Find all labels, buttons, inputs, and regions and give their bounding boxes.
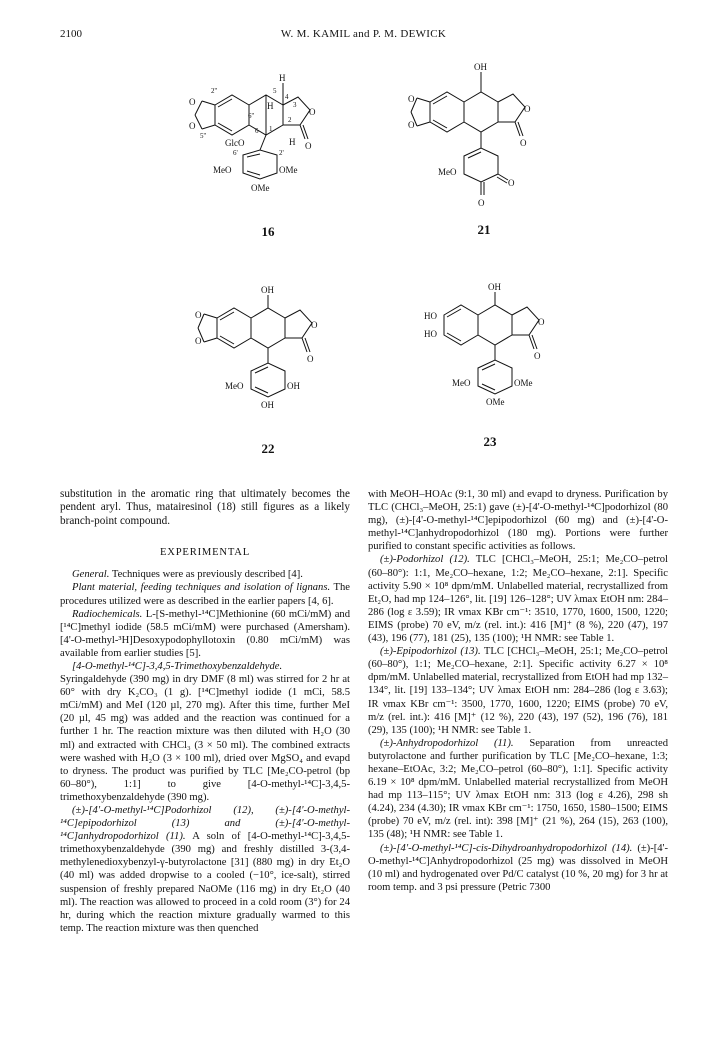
n4-label: 4 (285, 93, 289, 101)
radio-paragraph (60, 608, 350, 660)
meo-label: MeO (452, 378, 471, 388)
n3-label: 3 (293, 101, 297, 109)
o1-label: O (189, 97, 196, 107)
o4-label: O (534, 351, 541, 361)
radio-lead: Radiochemicals. (72, 608, 143, 620)
trimethoxy-lead: [4-O-methyl-¹⁴C]-3,4,5-Trimethoxybenzaldehyde. (72, 660, 283, 672)
plant-paragraph (60, 581, 350, 607)
dihydro-text: (±)-[4'-O-methyl-¹⁴C]Anhydropodorhizol (25 mg) was dissolved in MeOH (10 ml) and hydrogenated over Pd/C catalyst (10 %, 20 mg) for 3 hr at room temp. and 3 psi pressure (Petric 7300 (368, 842, 668, 893)
h-low-label: H (289, 137, 296, 147)
o-right-label: O (508, 178, 515, 188)
ome-bottom-label: OMe (486, 397, 505, 407)
c6pp-label: 6'' (248, 112, 255, 120)
o3-label: O (311, 320, 318, 330)
ome-right-label: OMe (514, 378, 533, 388)
right-column (368, 488, 668, 894)
o3-label: O (524, 104, 531, 114)
n2p-label: 2' (279, 149, 284, 157)
podorhizol-lead: (±)-[4'-O-methyl-¹⁴C]Podorhizol (12), (±)-[4'-O-methyl-¹⁴C]epipodorhizol (13) and (±)-[4'-O-methyl-¹⁴C]anhydropodorhizol (11). (60, 805, 350, 843)
o4-label: O (305, 141, 312, 151)
dihydro-lead: (±)-[4'-O-methyl-¹⁴C]-cis-Dihydroanhydropodorhizol (14). (380, 842, 633, 854)
page-header (0, 28, 727, 46)
podorhizol-text: A soln of [4-O-methyl-¹⁴C]-3,4,5-trimethoxybenzaldehyde (390 mg) and freshly distilled 3-(3,4-methylenedioxybenzyl-γ-butyrolactone [31] (880 mg) in dry Et₂O (40 ml) was added dropwise to a cooled (−10°, ice-salt), stirred suspension of freshly prepared NaOMe (116 mg) in dry Et₂O (40 ml). The reaction was allowed to proceed in a cold room (3°) for 24 hr, during which the reaction mixture gradually warmed to this temp. The reaction mixture was then quenched (60, 831, 350, 934)
oh-top-label: OH (261, 285, 274, 295)
epipodorhizol-lead: (±)-Epipodorhizol (13). (380, 646, 481, 658)
epipodorhizol-paragraph (368, 645, 668, 737)
epipodorhizol-text: TLC [CHCl₃–MeOH, 25:1; Me₂CO–petrol (60–80°), 1:1; Me₂CO–hexane, 2:1]. Specific activity 6.27 × 10⁸ dpm/mM. Unlabelled material, recrystallized from EtOH had mp 132–134°, lit. [19] 133–134°; UV λmax EtOH nm: 284–286 (log ε 3.63); IR νmax KBr cm⁻¹: 3500, 1770, 1600, 1220; EIMS (probe) 70 eV, m/z (rel. int.): 416 [M]⁺ (12 %), 220 (43), 197 (52), 196 (76), 181 (29), 135 (100); ¹H NMR: see Table 1. (368, 646, 669, 736)
meo-label: MeO (213, 165, 232, 175)
intro-paragraph: substitution in the aromatic ring that ultimately becomes the pendent aryl. Thus, matairesinol (18) still figures as a likely branch-point compound. (60, 488, 350, 527)
compound-number-23: 23 (483, 434, 497, 449)
o2-label: O (195, 336, 202, 346)
compound-number-16: 16 (261, 224, 275, 239)
general-lead: General. (72, 569, 110, 581)
compound-number-22: 22 (261, 441, 275, 456)
meo-label: MeO (438, 167, 457, 177)
ome-right-label: OMe (279, 165, 298, 175)
ho2-label: HO (424, 329, 437, 339)
page-number: 2100 (60, 28, 82, 40)
running-head-authors: W. M. KAMIL and P. M. DEWICK (280, 28, 447, 40)
podorhizol-data-lead: (±)-Podorhizol (12). (380, 554, 470, 566)
trimethoxy-text: Syringaldehyde (390 mg) in dry DMF (8 ml) was stirred for 2 hr at 60° with dry K₂CO₃ (1 g). [¹⁴C]methyl iodide (1 mCi, 58.5 mCi/mM) and MeI (120 µl, 270 mg). After this time, further MeI (20 µl, 45 mg) was added and the reaction was continued for a further 1 hr. The reaction mixture was then diluted with H₂O (30 ml) and extracted with CHCl₃ (3 × 50 ml). The combined extracts were washed with H₂O (3 × 100 ml), dried over MgSO₄ and evapd to dryness. The product was purified by TLC [Me₂CO-petrol (bp 60–80°), 1:1] to give [4-O-methyl-¹⁴C]-3,4,5-trimethoxybenzaldehyde (390 mg). (60, 674, 350, 803)
plant-lead: Plant material, feeding techniques and isolation of lignans. (72, 582, 331, 594)
podorhizol-data-text: TLC [CHCl₃–MeOH, 25:1; Me₂CO–petrol (60–80°): 1:1, Me₂CO–hexane, 1:2; Me₂CO–hexane, 2:1]. Specific activity 5.90 × 10⁸ dpm/mM. Unlabelled material, recrystallized from Et₂O, had mp 124–126°, lit. [19] 126–128°; UV λmax EtOH nm: 284–286 (log ε 3.59); IR νmax KBr cm⁻¹: 3510, 1770, 1600, 1500, 1220; EIMS (probe) 70 eV, m/z (rel. int.): 416 [M]⁺ (8 %), 220 (47), 197 (43), 196 (77), 181 (25), 135 (100); ¹H NMR: see Table 1. (368, 554, 668, 645)
structure-23 (416, 280, 566, 420)
oh-top-label: OH (488, 282, 501, 292)
plant-text: The procedures utilized were as described in the earlier papers [4, 6]. (60, 582, 350, 607)
meo-label: MeO (225, 381, 244, 391)
c5pp-label: 5'' (200, 132, 207, 140)
podorhizol-paragraph (60, 804, 350, 935)
oh-bottom-label: OH (261, 400, 274, 410)
h-mid-label: H (267, 101, 274, 111)
radio-text: L-[S-methyl-¹⁴C]Methionine (60 mCi/mM) and [¹⁴C]methyl iodide (58.5 mCi/mM) were purchased (Amersham). [4'-O-methyl-³H]Desoxypodophyllotoxin (0.80 mCi/mM) was available from earlier studies [5]. (60, 608, 350, 659)
ome-bottom-label: OMe (251, 183, 270, 193)
general-text: Techniques were as previously described [4]. (109, 569, 303, 581)
anhydropodorhizol-paragraph (368, 737, 668, 842)
o3-label: O (538, 317, 545, 327)
oh-right-label: OH (287, 381, 300, 391)
n6-label: 6 (255, 127, 259, 135)
left-column (60, 488, 350, 935)
o1-label: O (408, 94, 415, 104)
experimental-heading: EXPERIMENTAL (160, 547, 250, 559)
dihydro-paragraph (368, 842, 668, 894)
c2pp-label: 2'' (211, 87, 218, 95)
anhydropodorhizol-text: Separation from unreacted butyrolactone and further purification by TLC [Me₂CO–hexane, 1:3; hexane–EtOAc, 3:2; Me₂CO–petrol (60–80°), 1:1]. Specific activity 6.19 × 10⁸ dpm/mM. Unlabelled material recrystallized from MeOH had mp 113–115°; UV λmax EtOH nm: 313 (log ε 4.26), 298 sh (4.24), 234 (4.30); IR νmax KBr cm⁻¹: 1750, 1650, 1580–1500; EIMS (probe) 70 eV, m/z (rel. int): 398 [M]⁺ (21 %), 264 (15), 263 (100), 135 (48); ¹H NMR: see Table 1. (368, 737, 668, 841)
ho1-label: HO (424, 311, 437, 321)
o2-label: O (408, 120, 415, 130)
structure-22 (195, 283, 345, 423)
oh-label: OH (474, 62, 487, 72)
h-top-label: H (279, 73, 286, 83)
anhydropodorhizol-lead: (±)-Anhydropodorhizol (11). (380, 737, 514, 749)
n5-label: 5 (273, 87, 277, 95)
structure-16 (185, 55, 355, 205)
o4-label: O (307, 354, 314, 364)
n2-label: 2 (288, 116, 292, 124)
o1-label: O (195, 310, 202, 320)
general-paragraph (60, 568, 350, 581)
o4-label: O (520, 138, 527, 148)
n1-label: 1 (269, 125, 273, 133)
glco-label: GlcO (225, 138, 245, 148)
o-bottom-label: O (478, 198, 485, 208)
podorhizol-data-paragraph (368, 553, 668, 645)
o2-label: O (189, 121, 196, 131)
trimethoxy-paragraph (60, 660, 350, 804)
n6p-label: 6' (233, 149, 238, 157)
compound-number-21: 21 (477, 222, 491, 237)
o3-label: O (309, 107, 316, 117)
structure-21 (408, 60, 558, 215)
quench-paragraph: with MeOH–HOAc (9:1, 30 ml) and evapd to dryness. Purification by TLC (CHCl₃–MeOH, 25:1) gave (±)-[4'-O-methyl-¹⁴C]podorhizol (80 mg), (±)-[4'-O-methyl-¹⁴C]epipodorhizol (60 mg) and (±)-[4'-O-methyl-¹⁴C]anhydropodorhizol (180 mg). Portions were further purified to constant specific activities as follows. (368, 489, 668, 553)
